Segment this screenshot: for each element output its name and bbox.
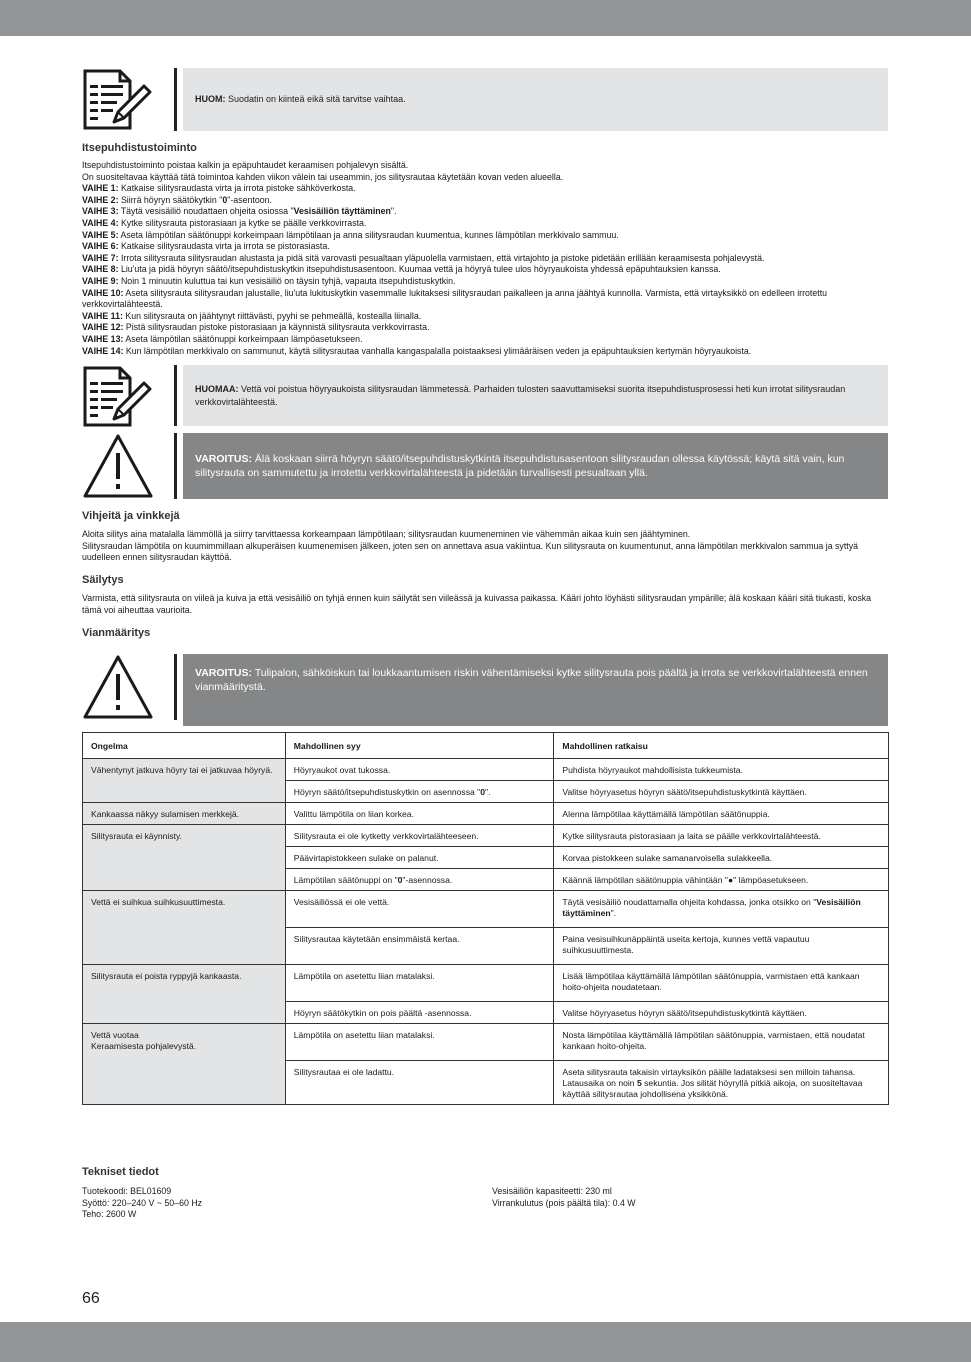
- section-title-storage: Säilytys: [82, 574, 124, 586]
- step-8: VAIHE 8: Liu'uta ja pidä höyryn säätö/itsepuhdistuskytkin itsepuhdistusasentoon. Kuumaa vettä ja höyryä tulee ulos höyryaukoista yhdessä epäpuhtauksien kanssa.: [82, 264, 721, 275]
- note-label: HUOMAA:: [195, 384, 239, 394]
- specs-right: [492, 1186, 636, 1209]
- tips-paragraph-2: Silitysraudan lämpötila on kuumimmillaan alkuperäisen kuumenemisen jälkeen, joten sen on annettava asua vakiintua. Kun silitysrauta on kuumentunut, anna lämpötilan merkkivalon sammua ja syttyä uudelleen ennen silitysraudan käyttöä.: [82, 540, 859, 563]
- problem-cell: Vettä vuotaa Keraamisesta pohjalevystä.: [83, 1024, 286, 1105]
- solution-cell: Valitse höyryasetus höyryn säätö/itsepuhdistuskytkintä käyttäen.: [554, 781, 889, 803]
- bottom-band: [0, 1322, 971, 1362]
- note-separator: [174, 365, 177, 426]
- solution-cell: Puhdista höyryaukot mahdollisista tukkeumista.: [554, 759, 889, 781]
- step-12: VAIHE 12: Pistä silitysraudan pistoke pistorasiaan ja käynnistä silitysrauta verkkovirrasta.: [82, 322, 430, 333]
- cause-cell: Silitysrautaa käytetään ensimmäistä kertaa.: [285, 928, 554, 965]
- solution-cell: Käännä lämpötilan säätönuppia vähintään "●" lämpöasetukseen.: [554, 869, 889, 891]
- warning-text: Tulipalon, sähköiskun tai loukkaantumisen riskin vähentämiseksi kytke silitysrauta pois päältä ja irrota se verkkovirtalähteestä ennen vianmääritystä.: [195, 667, 868, 693]
- cause-cell: Silitysrauta ei ole kytketty verkkovirtalähteeseen.: [285, 825, 554, 847]
- warning-box-self-clean: [82, 433, 888, 499]
- note-text: Vettä voi poistua höyryaukoista silitysraudan lämmetessä. Parhaiden tulosten saavuttamiseksi suorita itsepuhdistusprosessi heti kun irrotat silitysraudan verkkovirtalähteestä.: [195, 384, 846, 407]
- cause-cell: Höyryn säätö/itsepuhdistuskytkin on asennossa "0".: [285, 781, 554, 803]
- column-header-cause: Mahdollinen syy: [285, 733, 554, 759]
- cause-cell: Valittu lämpötila on liian korkea.: [285, 803, 554, 825]
- warning-panel: [183, 654, 888, 726]
- solution-cell: Nosta lämpötilaa käyttämällä lämpötilan säätönuppia, varmistaen, että noudatat kankaan hoito-ohjeita.: [554, 1024, 889, 1061]
- solution-cell: Täytä vesisäiliö noudattamalla ohjeita kohdassa, jonka otsikko on "Vesisäiliön täyttäminen".: [554, 891, 889, 928]
- step-5: VAIHE 5: Aseta lämpötilan säätönuppi korkeimpaan lämpötilaan ja anna silitysraudan kuumentua, kunnes lämpötilan merkkivalo sammuu.: [82, 229, 619, 240]
- step-10: VAIHE 10: Aseta silitysrauta silitysraudan jalustalle, liu'uta lukituskytkin vasemmalle lukitaksesi silitysraudan paikalleen ja anna jäähtyä kunnolla. Varmista, että virtayksikkö on edelleen irrotettu verkkovirtalähteestä.: [82, 287, 828, 310]
- section-title-troubleshoot: Vianmääritys: [82, 627, 151, 639]
- step-11: VAIHE 11: Kun silitysrauta on jäähtynyt riittävästi, pyyhi se pehmeällä, kostealla liinalla.: [82, 310, 422, 321]
- warning-triangle-icon: [82, 433, 154, 499]
- solution-cell: Alenna lämpötilaa käyttämällä lämpötilan säätönuppia.: [554, 803, 889, 825]
- note-separator: [174, 68, 177, 131]
- cause-cell: Lämpötila on asetettu liian matalaksi.: [285, 965, 554, 1002]
- table-row: [83, 965, 889, 1002]
- cause-cell: Silitysrautaa ei ole ladattu.: [285, 1061, 554, 1105]
- warning-label: VAROITUS:: [195, 667, 252, 679]
- top-band: [0, 0, 971, 36]
- note-pencil-icon: [82, 365, 154, 429]
- step-3: VAIHE 3: Täytä vesisäiliö noudattaen ohjeita osiossa "Vesisäiliön täyttäminen".: [82, 206, 397, 217]
- self-clean-body: [82, 160, 890, 357]
- step-14: VAIHE 14: Kun lämpötilan merkkivalo on sammunut, käytä silitysrautaa vanhalla kangaspalalla poistaaksesi ylimääräisen veden ja epäpuhtauksien kertymän höyryaukoista.: [82, 345, 752, 356]
- table-row: [83, 1024, 889, 1061]
- step-9: VAIHE 9: Noin 1 minuutin kuluttua tai kun vesisäiliö on täysin tyhjä, vapauta itsepuhdistuskytkin.: [82, 275, 456, 286]
- step-13: VAIHE 13: Aseta lämpötilan säätönuppi korkeimpaan lämpöasetukseen.: [82, 333, 363, 344]
- warning-separator: [174, 433, 177, 499]
- problem-cell: Kankaassa näkyy sulamisen merkkejä.: [83, 803, 286, 825]
- cause-cell: Lämpötilan säätönuppi on "0"-asennossa.: [285, 869, 554, 891]
- problem-cell: Vettä ei suihkua suihkusuuttimesta.: [83, 891, 286, 965]
- table-header-row: [83, 733, 889, 759]
- note-panel: [183, 365, 888, 426]
- spec-tank-capacity: Vesisäiliön kapasiteetti: 230 ml: [492, 1186, 612, 1196]
- spec-standby-power: Virrankulutus (pois päältä tila): 0.4 W: [492, 1197, 636, 1208]
- problem-cell: Silitysrauta ei poista ryppyjä kankaasta.: [83, 965, 286, 1024]
- step-2: VAIHE 2: Siirrä höyryn säätökytkin "0"-asentoon.: [82, 194, 272, 205]
- section-title-self-clean: Itsepuhdistustoiminto: [82, 142, 197, 154]
- solution-cell: Kytke silitysrauta pistorasiaan ja laita se päälle verkkovirtalähteestä.: [554, 825, 889, 847]
- storage-body: [82, 593, 890, 616]
- cause-cell: Vesisäiliössä ei ole vettä.: [285, 891, 554, 928]
- cause-cell: Päävirtapistokkeen sulake on palanut.: [285, 847, 554, 869]
- solution-cell: Valitse höyryasetus höyryn säätö/itsepuhdistuskytkintä käyttäen.: [554, 1002, 889, 1024]
- warning-box-troubleshoot: [82, 654, 888, 726]
- table-row: [83, 825, 889, 847]
- warning-triangle-icon: [82, 654, 154, 720]
- section-title-specs: Tekniset tiedot: [82, 1166, 159, 1178]
- note-panel: [183, 68, 888, 131]
- problem-cell: Vähentynyt jatkuva höyry tai ei jatkuvaa höyryä.: [83, 759, 286, 803]
- column-header-problem: Ongelma: [83, 733, 286, 759]
- troubleshooting-table: [82, 732, 889, 1105]
- problem-cell: Silitysrauta ei käynnisty.: [83, 825, 286, 891]
- spec-product-code: Tuotekoodi: BEL01609: [82, 1186, 172, 1196]
- self-clean-intro-2: On suositeltavaa käyttää tätä toimintoa kahden viikon välein tai useammin, jos silitysrautaa käytetään kovan veden alueella.: [82, 171, 564, 182]
- tips-paragraph-1: Aloita silitys aina matalalla lämmöllä ja siirry tarvittaessa korkeampaan lämpötilaan; silitysraudan kuumeneminen vie vähemmän aikaa kuin sen jäähtyminen.: [82, 529, 691, 539]
- section-title-tips: Vihjeitä ja vinkkejä: [82, 510, 180, 522]
- spec-supply: Syöttö: 220–240 V ~ 50–60 Hz: [82, 1197, 203, 1208]
- note-text: Suodatin on kiinteä eikä sitä tarvitse vaihtaa.: [225, 94, 406, 105]
- note-box-filter: [82, 68, 888, 131]
- step-1: VAIHE 1: Katkaise silitysraudasta virta ja irrota pistoke sähköverkosta.: [82, 183, 356, 194]
- step-4: VAIHE 4: Kytke silitysrauta pistorasiaan ja kytke se päälle verkkovirrasta.: [82, 217, 367, 228]
- note-pencil-icon: [82, 68, 154, 132]
- page-number: 66: [82, 1290, 100, 1307]
- self-clean-intro-1: Itsepuhdistustoiminto poistaa kalkin ja epäpuhtaudet keraamisen pohjalevyn sisältä.: [82, 160, 409, 170]
- spec-power: Teho: 2600 W: [82, 1209, 137, 1219]
- solution-cell: Aseta silitysrauta takaisin virtayksikön päälle ladataksesi sen milloin tahansa. Latausaika on noin 5 sekuntia. Jos silität höyryllä pitkiä aikoja, on suositeltavaa käyttää silitysrautaa johdollisena yksikkönä.: [554, 1061, 889, 1105]
- table-row: [83, 759, 889, 781]
- solution-cell: Paina vesisuihkunäppäintä useita kertoja, kunnes vettä vapautuu suihkusuuttimesta.: [554, 928, 889, 965]
- solution-cell: Korvaa pistokkeen sulake samanarvoisella sulakkeella.: [554, 847, 889, 869]
- cause-cell: Höyryaukot ovat tukossa.: [285, 759, 554, 781]
- table-row: [83, 803, 889, 825]
- cause-cell: Lämpötila on asetettu liian matalaksi.: [285, 1024, 554, 1061]
- tips-body: [82, 529, 890, 564]
- warning-separator: [174, 654, 177, 720]
- specs-left: [82, 1186, 202, 1221]
- warning-text: Älä koskaan siirrä höyryn säätö/itsepuhdistuskytkintä itsepuhdistusasentoon silitysraudan ollessa käytössä; käytä sitä vain, kun silitysrauta on sammutettu ja irrotettu verkkovirtalähteestä ja pidetään turvallisesti pesualtaan yllä.: [195, 453, 845, 479]
- step-6: VAIHE 6: Katkaise silitysraudasta virta ja irrota se pistorasiasta.: [82, 241, 330, 252]
- column-header-solution: Mahdollinen ratkaisu: [554, 733, 889, 759]
- solution-cell: Lisää lämpötilaa käyttämällä lämpötilan säätönuppia, varmistaen että kankaan hoito-ohjeita noudatetaan.: [554, 965, 889, 1002]
- table-row: [83, 891, 889, 928]
- warning-label: VAROITUS:: [195, 453, 252, 465]
- warning-panel: [183, 433, 888, 499]
- step-7: VAIHE 7: Irrota silitysrauta silitysraudan alustasta ja pidä sitä varovasti pesualtaan yläpuolella varmistaen, että virtajohto ja pistoke pidetään erillään keraamisesta pohjalevystä.: [82, 252, 765, 263]
- storage-paragraph: Varmista, että silitysrauta on viileä ja kuiva ja että vesisäiliö on tyhjä ennen kuin säilytät sen viileässä ja kuivassa paikassa. Kääri johto löyhästi silitysraudan ympärille; älä koskaan kääri sitä tiukasti, koska tämä voi aiheuttaa vaurioita.: [82, 593, 872, 615]
- cause-cell: Höyryn säätökytkin on pois päältä -asennossa.: [285, 1002, 554, 1024]
- note-box-steam: [82, 365, 888, 426]
- note-label: HUOM:: [195, 94, 226, 105]
